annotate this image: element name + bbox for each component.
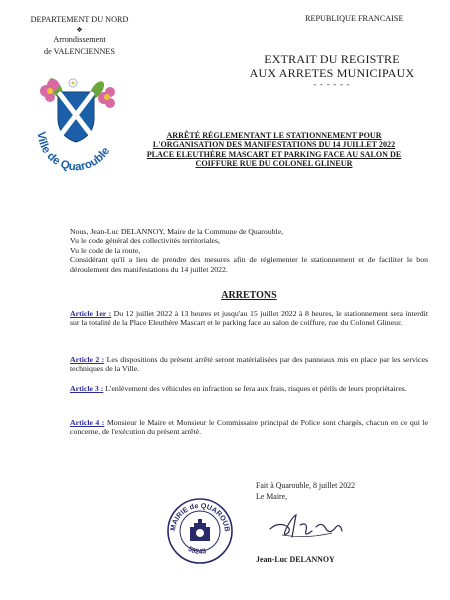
register-title-line2: AUX ARRETES MUNICIPAUX bbox=[249, 66, 415, 80]
article-text: Les dispositions du présent arrêté seront matérialisées par des panneaux mis en place par les services techniques de la Ville. bbox=[70, 355, 428, 374]
article-2 bbox=[70, 355, 428, 374]
signature-block bbox=[256, 481, 355, 502]
register-title bbox=[232, 52, 432, 89]
article-text: L'enlèvement des véhicules en infraction se fera aux frais, risques et périls de leurs propriétaires. bbox=[103, 384, 407, 393]
arrondissement-city: de VALENCIENNES bbox=[44, 47, 115, 56]
article-1 bbox=[70, 309, 428, 328]
signer-name: Jean-Luc DELANNOY bbox=[256, 555, 335, 564]
article-text: Du 12 juillet 2022 à 13 heures et jusqu'au 15 juillet 2022 à 8 heures, le stationnement sera interdit sur la totalité de la Place Eleuthère Mascart et le parking face au salon de coiffure, rue du Colonel Glineur. bbox=[70, 309, 428, 328]
subject-line2: L'ORGANISATION DES MANIFESTATIONS DU 14 JUILLET 2022 bbox=[152, 140, 396, 150]
decree-subject bbox=[120, 131, 428, 169]
preamble-line: Nous, Jean-Luc DELANNOY, Maire de la Commune de Quarouble, bbox=[70, 227, 284, 236]
article-label: Article 2 : bbox=[70, 355, 105, 364]
header-left bbox=[12, 14, 147, 58]
register-title-line1: EXTRAIT DU REGISTRE bbox=[264, 52, 400, 66]
article-label: Article 1er : bbox=[70, 309, 112, 318]
department-label: DEPARTEMENT DU NORD bbox=[30, 15, 129, 24]
seal-text-bottom: 59243 bbox=[186, 545, 207, 556]
handwritten-signature bbox=[262, 503, 348, 543]
article-text: Monsieur le Maire et Monsieur le Commissaire principal de Police sont chargés, chacun en ce qui le concerne, de l'exécution du présent arrêté. bbox=[70, 418, 428, 437]
article-label: Article 3 : bbox=[70, 384, 104, 393]
ornament-icon: ❖ bbox=[76, 26, 83, 34]
article-label: Article 4 : bbox=[70, 418, 105, 427]
place-date: Fait à Quarouble, 8 juillet 2022 bbox=[256, 481, 356, 490]
town-logo bbox=[26, 76, 124, 172]
republic-label: REPUBLIQUE FRANCAISE bbox=[305, 14, 404, 23]
title-dashes: - - - - - - bbox=[313, 80, 351, 89]
seal-text-top: MAIRIE de QUAROUB bbox=[168, 500, 233, 533]
subject-line4: COIFFURE RUE DU COLONEL GLINEUR bbox=[195, 159, 353, 169]
svg-text:59243 bbox=[187, 546, 207, 556]
preamble-line: Vu le code général des collectivités territoriales, bbox=[70, 236, 220, 246]
article-4 bbox=[70, 418, 428, 437]
arrondissement-label: Arrondissement bbox=[53, 35, 106, 44]
preamble bbox=[70, 227, 428, 274]
official-seal bbox=[166, 497, 234, 565]
decree-heading: ARRETONS bbox=[221, 290, 277, 301]
preamble-line: Considérant qu'il a lieu de prendre des mesures afin de réglementer le stationnement et de faciliter le bon déroulement des manifestations du 14 juillet 2022. bbox=[70, 255, 428, 274]
subject-line3: PLACE ELEUTHÈRE MASCART ET PARKING FACE AU SALON DE bbox=[146, 149, 402, 159]
article-3 bbox=[70, 384, 428, 393]
subject-line1: ARRÊTÉ RÉGLEMENTANT LE STATIONNEMENT POUR bbox=[166, 131, 382, 140]
signer-role: Le Maire, bbox=[256, 491, 288, 501]
logo-text: Ville de Quarouble bbox=[34, 131, 113, 172]
preamble-line: Vu le code de la route, bbox=[70, 245, 141, 255]
